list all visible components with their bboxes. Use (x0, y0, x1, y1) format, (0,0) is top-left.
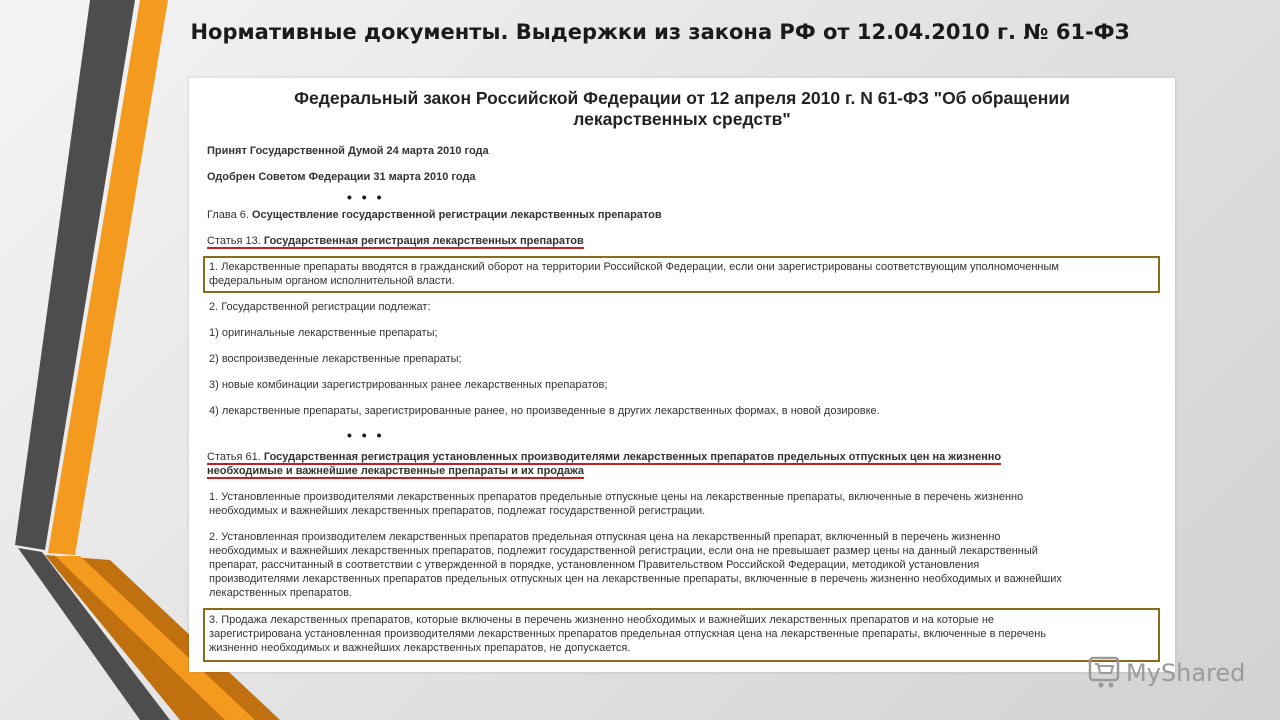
chapter-heading (207, 209, 662, 222)
document-excerpt (189, 78, 1175, 672)
ellipsis-2: • • • (347, 427, 385, 443)
article-61-title-line-1: Государственная регистрация установленных производителями лекарственных препаратов предельных отпускных цен на жизненно (263, 451, 1002, 463)
law-title (189, 88, 1175, 130)
article-13-title: Государственная регистрация лекарственных препаратов (263, 235, 584, 247)
article-13-prefix: Статья 13. (207, 235, 264, 247)
chapter-prefix: Глава 6. (207, 209, 252, 221)
watermark (1086, 655, 1245, 691)
article-13-item-2: 2) воспроизведенные лекарственные препараты; (209, 353, 462, 365)
law-title-line-2: лекарственных средств" (573, 109, 791, 129)
article-13-heading (207, 235, 584, 248)
article-61-p3-line-1: 3. Продажа лекарственных препаратов, которые включены в перечень жизненно необходимых и важнейших лекарственных препаратов и на которые не (209, 614, 995, 626)
article-13-p1-line-2: федеральным органом исполнительной власти. (209, 275, 455, 287)
article-61-p2-line-2: необходимых и важнейших лекарственных препаратов, подлежит государственной регистрации, если она не превышает размер цены на данный лекарственный (209, 545, 1038, 557)
article-13-p1-line-1: 1. Лекарственные препараты вводятся в гражданский оборот на территории Российской Федерации, если они зарегистрированы соответствующим уполномоченным (209, 261, 1059, 273)
article-61-heading-line-1 (207, 451, 1001, 464)
article-61-p3-line-2: зарегистрирована установленная производителями лекарственных препаратов предельная отпускная цена на лекарственные препараты, включенные в перечень (209, 628, 1047, 640)
article-61-prefix: Статья 61. (207, 451, 264, 463)
article-13-item-1: 1) оригинальные лекарственные препараты; (209, 327, 438, 339)
article-61-underlined-1 (207, 451, 1001, 465)
law-title-line-1: Федеральный закон Российской Федерации от 12 апреля 2010 г. N 61-ФЗ "Об обращении (294, 88, 1070, 108)
watermark-text: MyShared (1126, 659, 1246, 687)
chapter-title: Осуществление государственной регистрации лекарственных препаратов (252, 209, 662, 221)
article-61-p2-line-4: производителями лекарственных препаратов предельных отпускных цен на лекарственные препараты, включенные в перечень жизненно необходимых и важнейших (209, 573, 1062, 585)
article-61-p3-line-3: жизненно необходимых и важнейших лекарственных препаратов, не допускается. (209, 642, 631, 654)
article-13-item-4: 4) лекарственные препараты, зарегистрированные ранее, но произведенные в других лекарственных формах, в новой дозировке. (209, 405, 880, 417)
article-61-p2-line-5: лекарственных препаратов. (209, 587, 353, 599)
article-61-p2-line-1: 2. Установленная производителем лекарственных препаратов предельная отпускная цена на лекарственный препарат, включенный в перечень жизненно (209, 531, 1001, 543)
article-61-p1-line-2: необходимых и важнейших лекарственных препаратов, подлежат государственной регистрации. (209, 505, 706, 517)
article-13-item-3: 3) новые комбинации зарегистрированных ранее лекарственных препаратов; (209, 379, 608, 391)
article-61-p1-line-1: 1. Установленные производителями лекарственных препаратов предельные отпускные цены на лекарственные препараты, включенные в перечень жизненно (209, 491, 1024, 503)
article-13-underlined (207, 235, 584, 249)
article-61-heading-line-2 (207, 465, 584, 478)
cart-icon (1086, 655, 1122, 691)
adopted-line: Принят Государственной Думой 24 марта 2010 года (207, 145, 489, 157)
slide-title: Нормативные документы. Выдержки из закона РФ от 12.04.2010 г. № 61-ФЗ (190, 20, 1130, 44)
ellipsis-1: • • • (347, 189, 385, 205)
article-13-p2: 2. Государственной регистрации подлежат: (209, 301, 431, 313)
approved-line: Одобрен Советом Федерации 31 марта 2010 года (207, 171, 476, 183)
article-61-title-line-2: необходимые и важнейшие лекарственные препараты и их продажа (207, 465, 585, 477)
article-61-p2-line-3: препарат, рассчитанный в соответствии с утвержденной в порядке, установленном Правительством Российской Федерации, методикой установления (209, 559, 980, 571)
